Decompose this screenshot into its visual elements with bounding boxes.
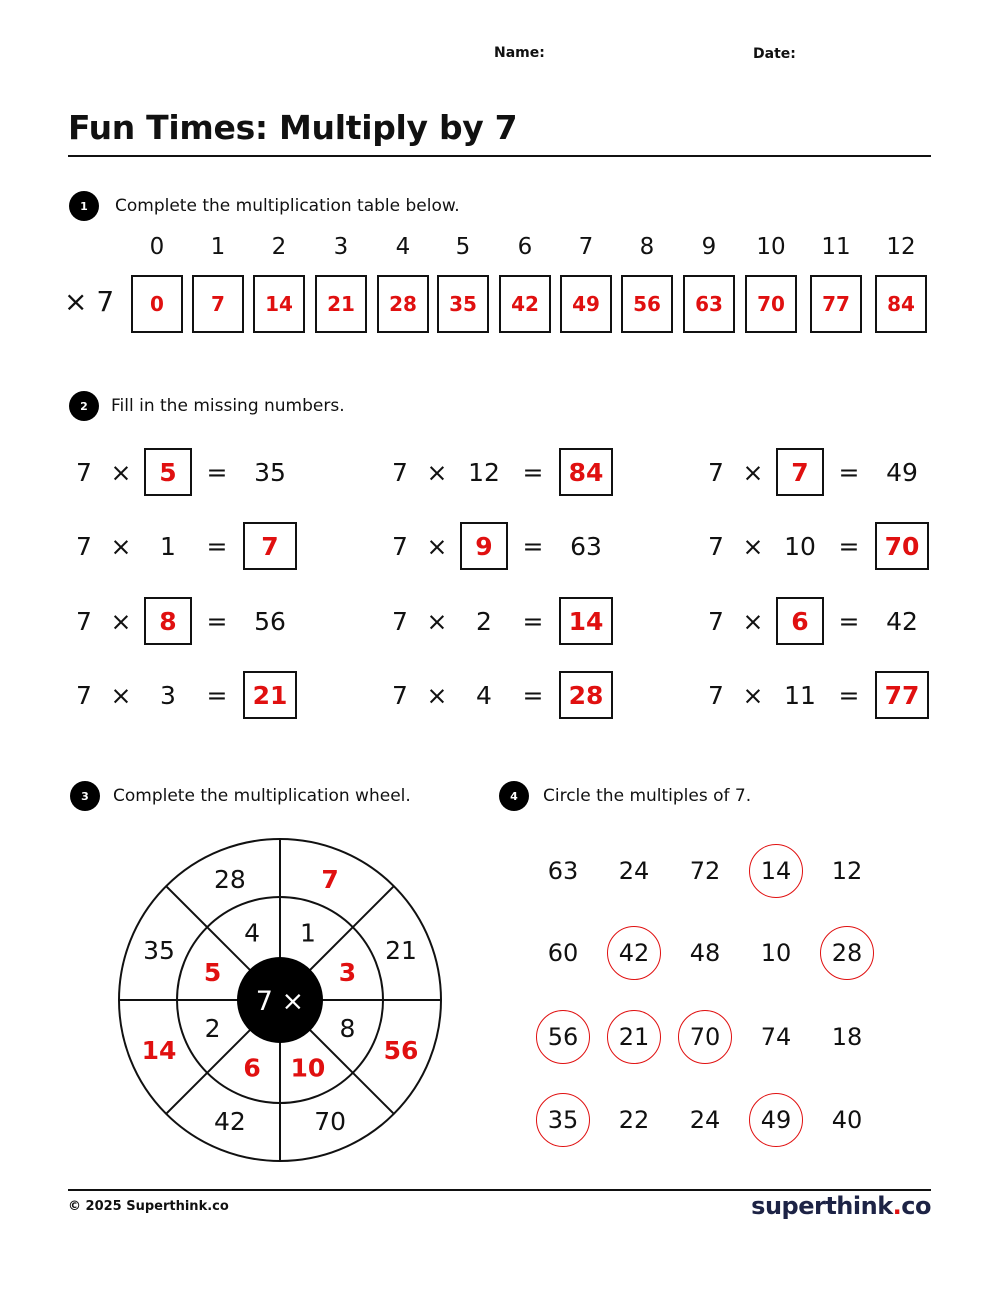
problem-number: 7 bbox=[392, 606, 408, 636]
problem-times-symbol: × bbox=[110, 457, 132, 487]
table-header-5: 5 bbox=[455, 234, 471, 260]
problem-equals-symbol: = bbox=[206, 680, 228, 710]
problem-number: 11 bbox=[784, 680, 816, 710]
problem-number: 10 bbox=[784, 531, 816, 561]
circled-number[interactable]: 56 bbox=[536, 1010, 590, 1064]
section-2-badge: 2 bbox=[69, 391, 99, 421]
problem-equals-symbol: = bbox=[206, 457, 228, 487]
wheel-outer-number: 7 bbox=[321, 864, 339, 894]
table-answer-box-10[interactable]: 70 bbox=[745, 275, 797, 333]
problem-number: 7 bbox=[708, 531, 724, 561]
problem-times-symbol: × bbox=[426, 680, 448, 710]
problem-answer-box[interactable]: 21 bbox=[243, 671, 297, 719]
table-header-8: 8 bbox=[639, 234, 655, 260]
wheel-outer-number: 42 bbox=[213, 1107, 246, 1137]
problem-number: 7 bbox=[708, 680, 724, 710]
table-header-7: 7 bbox=[578, 234, 594, 260]
grid-number[interactable]: 74 bbox=[760, 1023, 792, 1051]
problem-number: 3 bbox=[160, 680, 176, 710]
grid-number[interactable]: 24 bbox=[689, 1106, 721, 1134]
problem-number: 56 bbox=[254, 606, 286, 636]
problem-answer-box[interactable]: 84 bbox=[559, 448, 613, 496]
problem-number: 7 bbox=[76, 531, 92, 561]
problem-number: 4 bbox=[476, 680, 492, 710]
wheel-outer-number: 21 bbox=[385, 935, 417, 965]
table-answer-box-9[interactable]: 63 bbox=[683, 275, 735, 333]
section-3-instruction: Complete the multiplication wheel. bbox=[113, 786, 411, 806]
table-header-3: 3 bbox=[333, 234, 349, 260]
wheel-inner-number: 8 bbox=[339, 1013, 356, 1043]
section-4-instruction: Circle the multiples of 7. bbox=[543, 786, 752, 806]
grid-number[interactable]: 24 bbox=[618, 857, 650, 885]
problem-answer-box[interactable]: 7 bbox=[776, 448, 824, 496]
brand-logo bbox=[751, 1192, 931, 1220]
problem-equals-symbol: = bbox=[838, 531, 860, 561]
grid-number[interactable]: 22 bbox=[618, 1106, 650, 1134]
table-header-2: 2 bbox=[271, 234, 287, 260]
table-answer-box-0[interactable]: 0 bbox=[131, 275, 183, 333]
footer-divider bbox=[68, 1189, 931, 1191]
problem-times-symbol: × bbox=[742, 457, 764, 487]
problem-number: 7 bbox=[76, 457, 92, 487]
grid-number[interactable]: 18 bbox=[831, 1023, 863, 1051]
table-header-10: 10 bbox=[756, 234, 786, 260]
date-label: Date: bbox=[753, 46, 796, 62]
section-2-instruction: Fill in the missing numbers. bbox=[111, 396, 345, 416]
problem-number: 12 bbox=[468, 457, 500, 487]
problem-answer-box[interactable]: 6 bbox=[776, 597, 824, 645]
wheel-center-label: 7 × bbox=[255, 986, 305, 1017]
table-header-6: 6 bbox=[517, 234, 533, 260]
wheel-inner-number: 6 bbox=[243, 1053, 261, 1083]
grid-number[interactable]: 40 bbox=[831, 1106, 863, 1134]
problem-times-symbol: × bbox=[742, 531, 764, 561]
section-1-instruction: Complete the multiplication table below. bbox=[115, 196, 460, 216]
problem-equals-symbol: = bbox=[522, 531, 544, 561]
wheel-outer-number: 35 bbox=[143, 935, 175, 965]
table-answer-box-4[interactable]: 28 bbox=[377, 275, 429, 333]
circled-number[interactable]: 49 bbox=[749, 1093, 803, 1147]
problem-equals-symbol: = bbox=[838, 680, 860, 710]
section-4-badge: 4 bbox=[499, 781, 529, 811]
problem-equals-symbol: = bbox=[522, 457, 544, 487]
wheel-inner-number: 4 bbox=[244, 918, 261, 948]
table-header-9: 9 bbox=[701, 234, 717, 260]
table-answer-box-5[interactable]: 35 bbox=[437, 275, 489, 333]
circled-number[interactable]: 35 bbox=[536, 1093, 590, 1147]
problem-times-symbol: × bbox=[110, 680, 132, 710]
table-answer-box-3[interactable]: 21 bbox=[315, 275, 367, 333]
table-header-4: 4 bbox=[395, 234, 411, 260]
wheel-outer-number: 14 bbox=[141, 1036, 177, 1066]
grid-number[interactable]: 10 bbox=[760, 939, 792, 967]
problem-times-symbol: × bbox=[742, 606, 764, 636]
table-answer-box-8[interactable]: 56 bbox=[621, 275, 673, 333]
brand-dot: . bbox=[892, 1192, 902, 1220]
problem-times-symbol: × bbox=[110, 606, 132, 636]
page-title: Fun Times: Multiply by 7 bbox=[68, 108, 518, 147]
table-answer-box-6[interactable]: 42 bbox=[499, 275, 551, 333]
problem-answer-box[interactable]: 9 bbox=[460, 522, 508, 570]
table-header-0: 0 bbox=[149, 234, 165, 260]
table-answer-box-2[interactable]: 14 bbox=[253, 275, 305, 333]
copyright-text: © 2025 Superthink.co bbox=[68, 1199, 229, 1214]
table-header-12: 12 bbox=[886, 234, 916, 260]
grid-number[interactable]: 48 bbox=[689, 939, 721, 967]
brand-tld: co bbox=[901, 1192, 931, 1220]
problem-answer-box[interactable]: 77 bbox=[875, 671, 929, 719]
problem-number: 7 bbox=[76, 680, 92, 710]
brand-name: superthink bbox=[751, 1192, 893, 1220]
problem-equals-symbol: = bbox=[522, 680, 544, 710]
section-3-badge: 3 bbox=[70, 781, 100, 811]
problem-times-symbol: × bbox=[426, 606, 448, 636]
table-answer-box-7[interactable]: 49 bbox=[560, 275, 612, 333]
problem-number: 7 bbox=[392, 680, 408, 710]
circled-number[interactable]: 70 bbox=[678, 1010, 732, 1064]
table-answer-box-12[interactable]: 84 bbox=[875, 275, 927, 333]
table-answer-box-1[interactable]: 7 bbox=[192, 275, 244, 333]
wheel-inner-number: 10 bbox=[290, 1053, 326, 1083]
section-1-badge: 1 bbox=[69, 191, 99, 221]
problem-number: 63 bbox=[570, 531, 602, 561]
multiplication-wheel bbox=[110, 830, 450, 1170]
problem-number: 7 bbox=[76, 606, 92, 636]
circled-number[interactable]: 14 bbox=[749, 844, 803, 898]
table-header-1: 1 bbox=[210, 234, 226, 260]
problem-answer-box[interactable]: 8 bbox=[144, 597, 192, 645]
wheel-inner-number: 5 bbox=[203, 958, 222, 988]
problem-answer-box[interactable]: 5 bbox=[144, 448, 192, 496]
problem-equals-symbol: = bbox=[522, 606, 544, 636]
grid-number[interactable]: 60 bbox=[547, 939, 579, 967]
problem-number: 2 bbox=[476, 606, 492, 636]
table-header-11: 11 bbox=[821, 234, 851, 260]
grid-number[interactable]: 72 bbox=[689, 857, 721, 885]
problem-number: 42 bbox=[886, 606, 918, 636]
problem-number: 49 bbox=[886, 457, 918, 487]
circled-number[interactable]: 28 bbox=[820, 926, 874, 980]
problem-number: 35 bbox=[254, 457, 286, 487]
grid-number[interactable]: 12 bbox=[831, 857, 863, 885]
problem-times-symbol: × bbox=[110, 531, 132, 561]
wheel-inner-number: 3 bbox=[338, 958, 357, 988]
wheel-outer-number: 56 bbox=[383, 1036, 419, 1066]
grid-number[interactable]: 63 bbox=[547, 857, 579, 885]
problem-number: 7 bbox=[392, 457, 408, 487]
problem-answer-box[interactable]: 7 bbox=[243, 522, 297, 570]
problem-number: 7 bbox=[392, 531, 408, 561]
problem-number: 7 bbox=[708, 457, 724, 487]
problem-number: 7 bbox=[708, 606, 724, 636]
times-seven-label: × 7 bbox=[64, 285, 115, 318]
problem-equals-symbol: = bbox=[838, 606, 860, 636]
wheel-inner-number: 2 bbox=[204, 1013, 221, 1043]
wheel-outer-number: 28 bbox=[213, 864, 246, 894]
problem-number: 1 bbox=[160, 531, 176, 561]
circled-number[interactable]: 21 bbox=[607, 1010, 661, 1064]
problem-times-symbol: × bbox=[426, 457, 448, 487]
problem-equals-symbol: = bbox=[206, 531, 228, 561]
problem-answer-box[interactable]: 70 bbox=[875, 522, 929, 570]
problem-times-symbol: × bbox=[426, 531, 448, 561]
wheel-inner-number: 1 bbox=[299, 918, 316, 948]
problem-answer-box[interactable]: 14 bbox=[559, 597, 613, 645]
wheel-outer-number: 70 bbox=[314, 1107, 347, 1137]
problem-equals-symbol: = bbox=[838, 457, 860, 487]
title-divider bbox=[68, 155, 931, 157]
name-label: Name: bbox=[494, 45, 545, 61]
problem-answer-box[interactable]: 28 bbox=[559, 671, 613, 719]
circled-number[interactable]: 42 bbox=[607, 926, 661, 980]
problem-times-symbol: × bbox=[742, 680, 764, 710]
table-answer-box-11[interactable]: 77 bbox=[810, 275, 862, 333]
problem-equals-symbol: = bbox=[206, 606, 228, 636]
